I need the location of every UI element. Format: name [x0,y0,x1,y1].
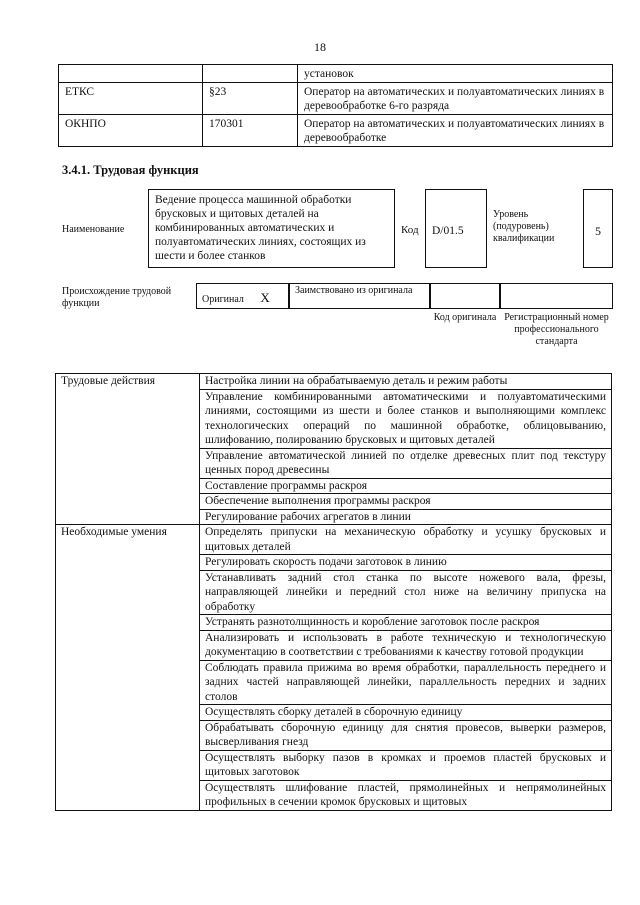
classification-code [59,65,203,83]
classification-name: Оператор на автоматических и полуавтоматических линиях в деревообработке [298,115,613,147]
level-box: 5 [583,189,613,268]
section-item: Определять припуски на механическую обработку и усушку брусковых и щитовых деталей [200,525,612,555]
code-original-caption: Код оригинала [433,312,497,323]
section-item: Осуществлять сборку деталей в сборочную единицу [200,705,612,721]
classification-num: §23 [203,83,298,115]
original-mark: X [260,290,270,305]
section-item: Обеспечение выполнения программы раскроя [200,494,612,510]
page-number: 18 [314,40,326,54]
section-item: Устранять разнотолщинность и коробление заготовок после раскроя [200,615,612,631]
function-name-box: Ведение процесса машинной обработки брусковых и щитовых деталей на комбинированных автоматических и полуавтоматических линиях, состоящих из шести и более станков [148,189,395,268]
section-item: Управление автоматической линией по отделке древесных плит под текстуру ценных пород древесины [200,448,612,478]
section-item: Соблюдать правила прижима во время обработки, параллельность переднего и задних частей направляющей линейки, параллельность передних и задних столов [200,660,612,705]
section-item: Регулировать скорость подачи заготовок в линию [200,555,612,571]
classification-row [59,65,613,83]
origin-label: Происхождение трудовой функции [62,286,172,309]
classification-num [203,65,298,83]
name-label: Наименование [62,224,125,235]
level-label: Уровень (подуровень) квалификации [493,209,555,244]
section-header: Необходимые умения [56,525,200,811]
code-label: Код [401,224,419,236]
details-row [56,525,612,555]
section-item: Регулирование рабочих агрегатов в линии [200,509,612,525]
function-details-table [55,373,612,811]
details-row [56,374,612,390]
section-item: Обрабатывать сборочную единицу для снятия провесов, выверки размеров, высверливания гнезд [200,720,612,750]
original-label: Оригинал [202,294,244,305]
classification-num: 170301 [203,115,298,147]
section-item: Анализировать и использовать в работе техническую и технологическую документацию в соответствии с требованиями к качеству готовой продукции [200,630,612,660]
classification-table [58,64,613,147]
code-original-cell [430,283,500,309]
section-item: Составление программы раскроя [200,478,612,494]
original-cell [196,283,289,309]
classification-name: Оператор на автоматических и полуавтоматических линиях в деревообработке 6-го разряда [298,83,613,115]
borrowed-cell: Заимствовано из оригинала [289,283,430,309]
reg-number-caption: Регистрационный номер профессионального стандарта [504,312,609,347]
classification-code: ЕТКС [59,83,203,115]
section-title: 3.4.1. Трудовая функция [62,163,199,177]
classification-row [59,83,613,115]
section-item: Осуществлять выборку пазов в кромках и проемов пластей брусковых и щитовых заготовок [200,750,612,780]
section-header: Трудовые действия [56,374,200,525]
section-item: Осуществлять шлифование пластей, прямолинейных и непрямолинейных профильных в сечении кромок брусковых и щитовых [200,780,612,810]
classification-code: ОКНПО [59,115,203,147]
classification-name: установок [298,65,613,83]
reg-number-cell [500,283,613,309]
section-item: Устанавливать задний стол станка по высоте ножевого вала, фрезы, направляющей линейки и передний стол ниже на величину припуска на обработку [200,570,612,615]
section-item: Управление комбинированными автоматическими и полуавтоматическими линиями, состоящими из шести и более станков и выполняющими комплекс технологических операций по машинной обработке, облицовыванию, шлифованию, полированию брусковых и щитовых деталей [200,389,612,448]
function-code-box: D/01.5 [425,189,487,268]
section-item: Настройка линии на обрабатываемую деталь и режим работы [200,374,612,390]
classification-row [59,115,613,147]
